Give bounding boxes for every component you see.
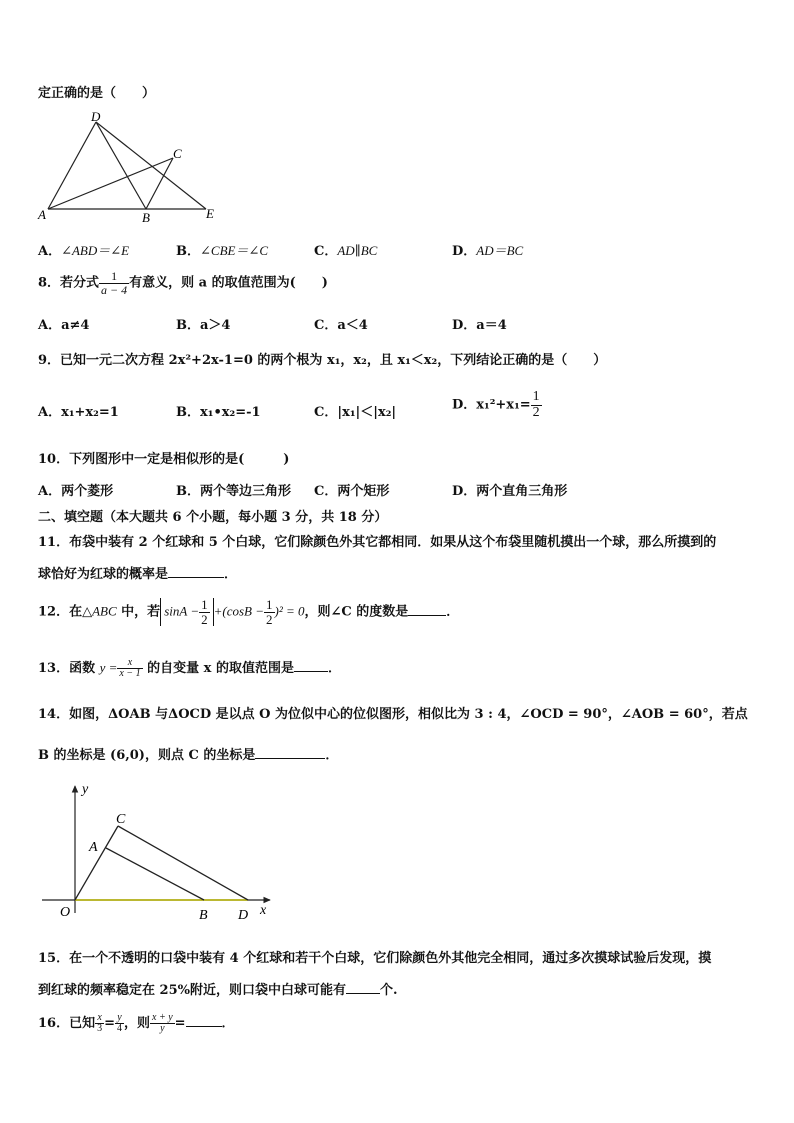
label-e: E	[206, 206, 214, 221]
label-o: O	[60, 905, 71, 920]
label-b: B	[199, 908, 208, 920]
segment-ab	[106, 848, 204, 900]
label-d: D	[238, 908, 249, 920]
q12-stem: 12．在△ABC 中，若 sinA − $\frac{1}{2}$ +(cosB − $\frac{1}{2}$ )² = 0，则∠C 的度数是 ．	[38, 597, 460, 627]
q14-line1: 14．如图，ΔOAB 与ΔOCD 是以点 O 为位似中心的位似图形，相似比为 3 : 4，∠OCD = 90°，∠AOB = 60°，若点	[38, 707, 748, 722]
q7-option-c[interactable]: C．AD∥BC	[314, 243, 378, 259]
q12-answer-blank[interactable]	[408, 603, 446, 616]
q10-option-d[interactable]: D．两个直角三角形	[452, 484, 568, 499]
section-2-title: 二、填空题（本大题共 6 个小题，每小题 3 分，共 18 分）	[38, 510, 388, 525]
q7-option-d[interactable]: D．AD＝BC	[452, 243, 524, 259]
label-a: A	[89, 840, 98, 855]
q9-stem: 9．已知一元二次方程 2x²+2x-1=0 的两个根为 x₁，x₂，且 x₁＜x₂，下列结论正确的是（ ）	[38, 353, 607, 368]
label-a: A	[38, 207, 46, 222]
label-x: x	[260, 903, 267, 918]
q14-line2: B 的坐标是 (6,0)，则点 C 的坐标是 ．	[38, 748, 339, 763]
q8-option-d[interactable]: D．a＝4	[452, 318, 507, 333]
q13-stem: 13．函数 y = $\frac{x}{x - 1}$ 的自变量 x 的取值范围是 ．	[38, 656, 341, 679]
q8-option-b[interactable]: B．a＞4	[176, 318, 231, 333]
q16-answer-blank[interactable]	[186, 1014, 222, 1027]
q8-option-a[interactable]: A．a≠4	[38, 318, 90, 333]
q10-stem: 10．下列图形中一定是相似形的是( )	[38, 452, 290, 467]
label-d: D	[91, 110, 101, 124]
q16-stem: 16．已知 $\frac{x}{3}$ = $\frac{y}{4}$ ，则 $\frac{x + y}{y}$ = ．	[38, 1011, 235, 1034]
q7-triangle-figure	[36, 110, 220, 226]
q11-answer-blank[interactable]	[168, 565, 224, 578]
q10-option-a[interactable]: A．两个菱形	[38, 484, 114, 499]
q7-stem-tail: 定正确的是（ ）	[38, 86, 156, 101]
label-c: C	[173, 146, 182, 161]
label-b: B	[142, 210, 150, 225]
segment-oc	[75, 826, 118, 900]
q15-line2: 到红球的频率稳定在 25%附近，则口袋中白球可能有 个.	[38, 983, 398, 998]
q8-option-c[interactable]: C．a＜4	[314, 318, 368, 333]
label-c: C	[116, 812, 126, 827]
q8-stem: 8．若分式 $\frac{1}{a - 4}$ 有意义，则 a 的取值范围为( )	[38, 269, 328, 297]
q15-line1: 15．在一个不透明的口袋中装有 4 个红球和若干个白球，它们除颜色外其他完全相同，通过多次摸球试验后发现，摸	[38, 951, 712, 966]
q9-option-c[interactable]: C．|x₁|＜|x₂|	[314, 405, 397, 420]
q7-option-a[interactable]: A．∠ABD＝∠E	[38, 243, 130, 259]
q11-line2: 球恰好为红球的概率是 ．	[38, 567, 238, 582]
q14-answer-blank[interactable]	[255, 746, 325, 759]
q14-coordinate-figure	[38, 780, 284, 920]
q9-option-d[interactable]: D．x₁²+x₁= $\frac{1}{2}$	[452, 389, 540, 420]
q9-option-a[interactable]: A．x₁+x₂=1	[38, 405, 119, 420]
q15-answer-blank[interactable]	[346, 981, 380, 994]
q9-option-b[interactable]: B．x₁•x₂=-1	[176, 405, 261, 420]
label-y: y	[82, 782, 89, 797]
q7-option-b[interactable]: B．∠CBE＝∠C	[176, 243, 269, 259]
q13-answer-blank[interactable]	[294, 659, 328, 672]
q11-line1: 11．布袋中装有 2 个红球和 5 个白球，它们除颜色外其它都相同．如果从这个布袋里随机摸出一个球，那么所摸到的	[38, 535, 717, 550]
q10-option-b[interactable]: B．两个等边三角形	[176, 484, 292, 499]
q10-option-c[interactable]: C．两个矩形	[314, 484, 390, 499]
